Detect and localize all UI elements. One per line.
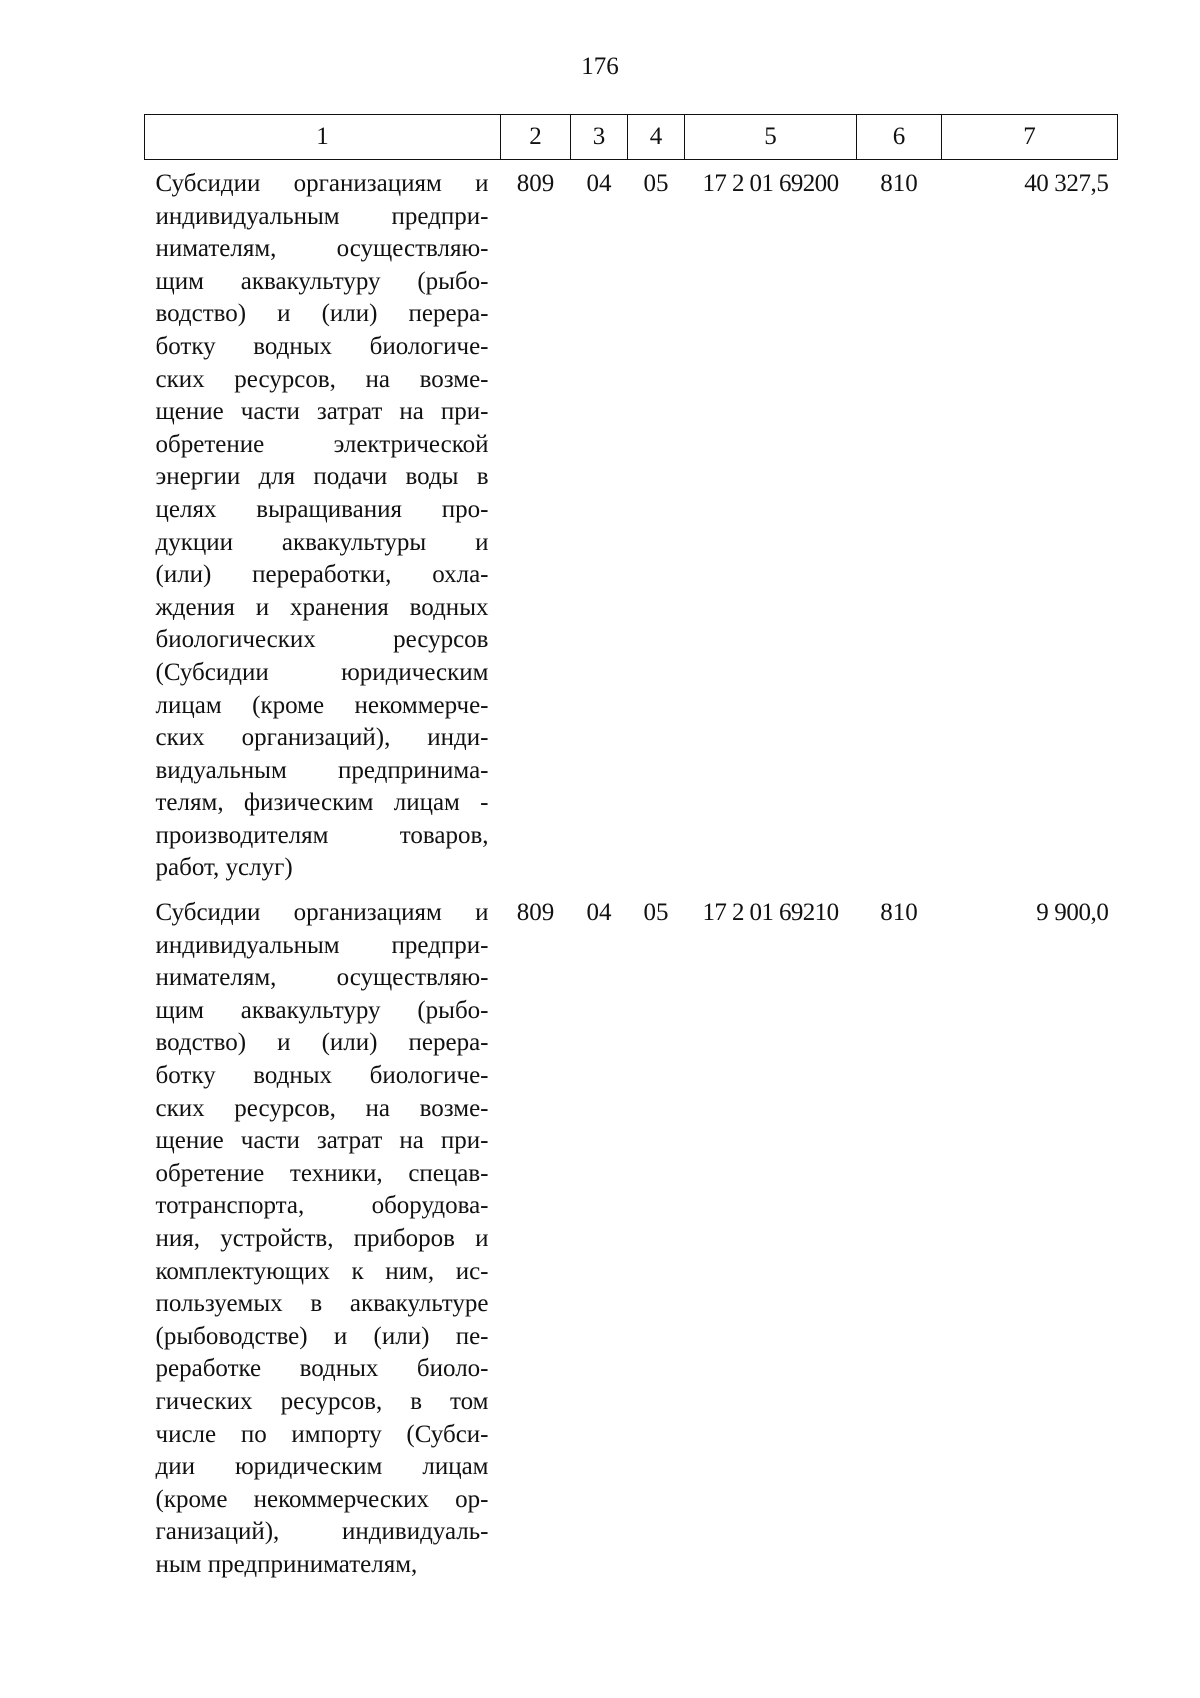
description-line: ганизаций), индивидуаль- bbox=[155, 1518, 489, 1546]
description-line: обретение техники, спецав- bbox=[155, 1159, 489, 1187]
header-col-1: 1 bbox=[145, 115, 501, 160]
row-target-article: 17 2 01 69200 bbox=[702, 170, 839, 197]
description-line: щим аквакультуру (рыбо- bbox=[155, 996, 489, 1024]
header-row bbox=[145, 115, 1118, 160]
description-line: тотранспорта, оборудова- bbox=[155, 1192, 489, 1220]
row-target-article: 17 2 01 69210 bbox=[702, 899, 839, 927]
description-line: дии юридическим лицам bbox=[155, 1453, 489, 1481]
description-line: лицам (кроме некоммерче- bbox=[155, 691, 489, 719]
row-amount: 40 327,5 bbox=[1024, 170, 1109, 197]
header-col-2: 2 bbox=[501, 115, 571, 160]
description-line: производителям товаров, bbox=[155, 821, 489, 849]
row-section-code: 04 bbox=[586, 899, 612, 927]
description-line: индивидуальным предпри- bbox=[155, 931, 489, 959]
header-col-5: 5 bbox=[685, 115, 857, 160]
page-number: 176 bbox=[581, 53, 619, 80]
row-ministry-code: 809 bbox=[516, 899, 555, 927]
description-line: реработке водных биоло- bbox=[155, 1355, 489, 1383]
row-ministry-code: 809 bbox=[516, 170, 555, 197]
row-expense-type: 810 bbox=[880, 899, 918, 927]
description-line: биологических ресурсов bbox=[155, 626, 489, 654]
description-line: водство) и (или) перера- bbox=[155, 1029, 489, 1057]
description-line: гических ресурсов, в том bbox=[155, 1387, 489, 1415]
description-line: ботку водных биологиче- bbox=[155, 332, 489, 360]
description-line: (Субсидии юридическим bbox=[155, 658, 489, 686]
row-subsection-code: 05 bbox=[643, 170, 669, 197]
row-description bbox=[145, 885, 501, 1581]
table-row bbox=[145, 160, 1118, 886]
description-line: индивидуальным предпри- bbox=[155, 202, 489, 230]
description-line: целях выращивания про- bbox=[155, 495, 489, 523]
description-line: ния, устройств, приборов и bbox=[155, 1225, 489, 1252]
header-col-3: 3 bbox=[571, 115, 628, 160]
row-description bbox=[145, 160, 501, 886]
description-line: видуальным предпринима- bbox=[155, 756, 489, 784]
description-line: нимателям, осуществляю- bbox=[155, 964, 489, 992]
row-amount: 9 900,0 bbox=[1036, 899, 1109, 927]
description-line: обретение электрической bbox=[155, 430, 489, 458]
header-col-7: 7 bbox=[942, 115, 1118, 160]
description-line: (рыбоводстве) и (или) пе- bbox=[155, 1322, 489, 1350]
header-col-4: 4 bbox=[628, 115, 685, 160]
description-line: ботку водных биологиче- bbox=[155, 1062, 489, 1090]
description-line: энергии для подачи воды в bbox=[155, 463, 489, 491]
row-subsection-code: 05 bbox=[643, 899, 669, 927]
description-line: щение части затрат на при- bbox=[155, 1127, 489, 1155]
table-header bbox=[145, 115, 1118, 160]
description-line: ских ресурсов, на возме- bbox=[155, 365, 489, 393]
description-line: (кроме некоммерческих ор- bbox=[155, 1485, 489, 1513]
description-line: ным предпринимателям, bbox=[155, 1550, 418, 1578]
description-line: нимателям, осуществляю- bbox=[155, 235, 489, 263]
description-line: Субсидии организациям и bbox=[155, 899, 489, 927]
description-line: щим аквакультуру (рыбо- bbox=[155, 267, 489, 295]
table-row bbox=[145, 885, 1118, 1581]
table-body bbox=[145, 160, 1118, 1582]
description-line: пользуемых в аквакультуре bbox=[155, 1290, 489, 1318]
description-line: ских ресурсов, на возме- bbox=[155, 1094, 489, 1122]
description-line: телям, физическим лицам - bbox=[155, 789, 489, 817]
description-line: работ, услуг) bbox=[155, 854, 293, 882]
description-line: дукции аквакультуры и bbox=[155, 528, 489, 556]
description-line: ских организаций), инди- bbox=[155, 724, 489, 752]
description-line: водство) и (или) перера- bbox=[155, 300, 489, 328]
row-section-code: 04 bbox=[586, 170, 612, 197]
header-col-6: 6 bbox=[857, 115, 942, 160]
description-line: комплектующих к ним, ис- bbox=[155, 1257, 489, 1285]
budget-table bbox=[144, 114, 1118, 1582]
description-line: числе по импорту (Субси- bbox=[155, 1420, 489, 1448]
description-line: щение части затрат на при- bbox=[155, 398, 489, 426]
description-line: (или) переработки, охла- bbox=[155, 561, 489, 589]
description-line: Субсидии организациям и bbox=[155, 170, 489, 197]
row-expense-type: 810 bbox=[880, 170, 918, 197]
description-line: ждения и хранения водных bbox=[155, 593, 489, 621]
